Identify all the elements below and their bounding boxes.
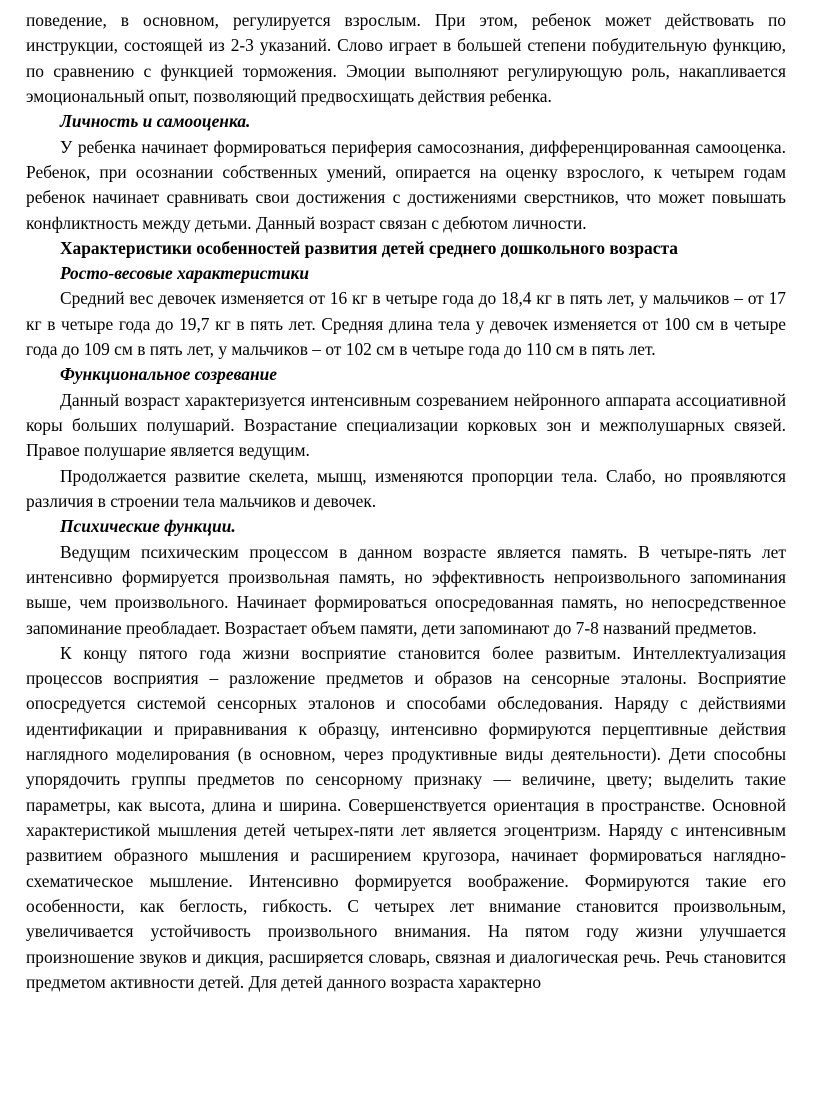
paragraph-personality: У ребенка начинает формироваться периферия самосознания, дифференцированная самооценка. Ребенок, при осознании собственных умений, опирается на оценку взрослого, к четырем годам ребенок начинает сравнивать свои достижения с достижениями сверстников, что может повышать конфликтность между детьми. Данный возраст связан с дебютом личности.	[26, 136, 786, 233]
heading-psychic-functions: Психические функции.	[60, 516, 236, 537]
paragraph-functional-1: Данный возраст характеризуется интенсивным созреванием нейронного аппарата ассоциативной коры больших полушарий. Возрастание специализации корковых зон и межполушарных связей. Правое полушарие является ведущим.	[26, 389, 786, 461]
heading-personality: Личность и самооценка.	[60, 111, 251, 132]
paragraph-functional-2: Продолжается развитие скелета, мышц, изменяются пропорции тела. Слабо, но проявляются различия в строении тела мальчиков и девочек.	[26, 465, 786, 511]
paragraph-intro: поведение, в основном, регулируется взрослым. При этом, ребенок может действовать по инструкции, состоящей из 2-3 указаний. Слово играет в большей степени побудительную функцию, по сравнению с функцией торможения. Эмоции выполняют регулирующую роль, накапливается эмоциональный опыт, позволяющий предвосхищать действия ребенка.	[26, 10, 786, 106]
paragraph-psychic-1: Ведущим психическим процессом в данном возрасте является память. В четыре-пять лет интенсивно формируется произвольная память, но эффективность непроизвольного запоминания выше, чем произвольного. Начинает формироваться опосредованная память, но непосредственное запоминание преобладает. Возрастает объем памяти, дети запоминают до 7-8 названий предметов.	[26, 541, 786, 638]
paragraph-psychic-2: К концу пятого года жизни восприятие становится более развитым. Интеллектуализация процессов восприятия – разложение предметов и образов на сенсорные эталоны. Восприятие опосредуется системой сенсорных эталонов и способами обследования. Наряду с действиями идентификации и приравнивания к образцу, интенсивно формируются перцептивные действия наглядного моделирования (в основном, через продуктивные виды деятельности). Дети способны упорядочить группы предметов по сенсорному признаку — величине, цвету; выделить такие параметры, как высота, длина и ширина. Совершенствуется ориентация в пространстве. Основной характеристикой мышления детей четырех-пяти лет является эгоцентризм. Наряду с интенсивным развитием образного мышления и расширением кругозора, начинает формироваться наглядно- схематическое мышление. Интенсивно формируется воображение. Формируются такие его особенности, как беглость, гибкость. С четырех лет внимание становится произвольным, увеличивается устойчивость произвольного внимания. На пятом году жизни улучшается произношение звуков и дикция, расширяется словарь, связная и диалогическая речь. Речь становится предметом активности детей. Для детей данного возраста характерно	[26, 642, 786, 992]
heading-characteristics: Характеристики особенностей развития детей среднего дошкольного возраста	[60, 237, 678, 258]
heading-growth-weight: Росто-весовые характеристики	[60, 263, 310, 284]
paragraph-growth-weight: Средний вес девочек изменяется от 16 кг в четыре года до 18,4 кг в пять лет, у мальчиков – от 17 кг в четыре года до 19,7 кг в пять лет. Средняя длина тела у девочек изменяется от 100 см в четыре года до 109 см в пять лет, у мальчиков – от 102 см в четыре года до 110 см в пять лет.	[26, 288, 786, 360]
heading-functional-maturation: Функциональное созревание	[60, 364, 277, 385]
